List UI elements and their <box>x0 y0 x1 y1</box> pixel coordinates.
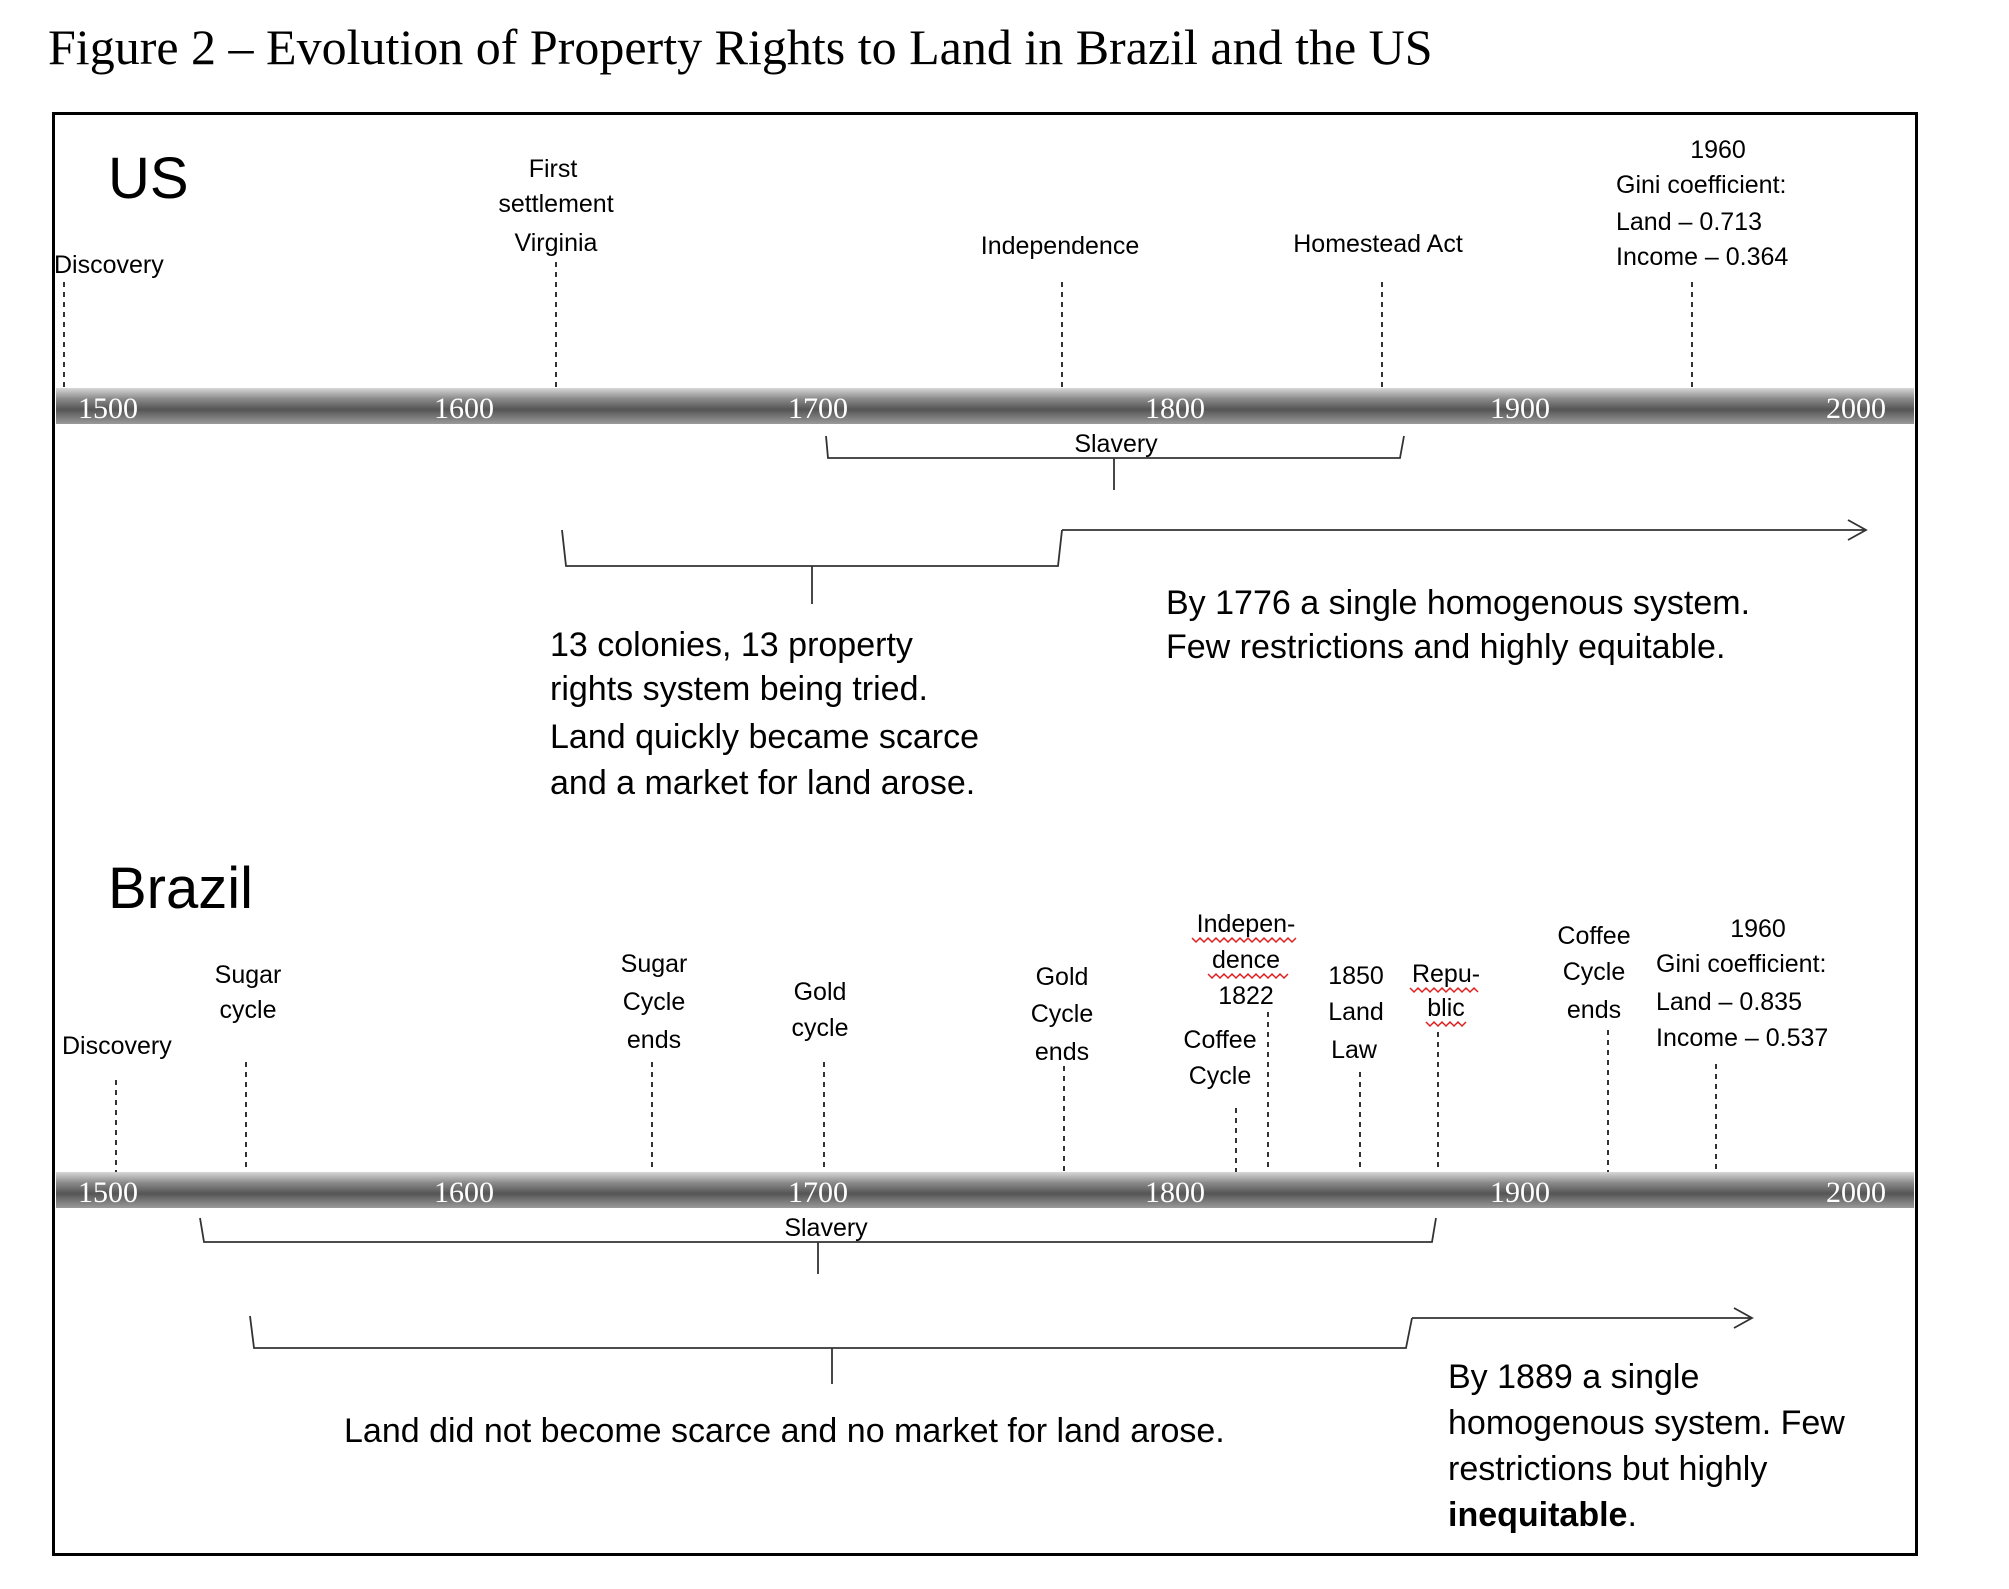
us-colonies-text <box>550 626 979 802</box>
svg-text:By 1889 a single: By 1889 a single <box>1448 1358 1700 1396</box>
svg-text:Cycle: Cycle <box>622 988 686 1016</box>
svg-text:Cycle: Cycle <box>1188 1062 1252 1090</box>
svg-text:Income – 0.364: Income – 0.364 <box>1616 243 1789 271</box>
us-colonies-brace <box>562 530 1062 604</box>
svg-text:Gold: Gold <box>793 978 847 1006</box>
brazil-system-text-bold: inequitable <box>1448 1496 1628 1534</box>
svg-text:Gold: Gold <box>1035 963 1089 991</box>
us-tick-1800: 1800 <box>1145 392 1205 425</box>
brazil-event-discovery <box>62 1032 172 1172</box>
svg-text:Indepen-: Indepen- <box>1196 910 1296 938</box>
brazil-tick-2000: 2000 <box>1826 1176 1886 1209</box>
svg-text:1850: 1850 <box>1328 962 1384 990</box>
svg-text:Income – 0.537: Income – 0.537 <box>1656 1024 1829 1052</box>
svg-text:Land – 0.835: Land – 0.835 <box>1656 988 1802 1016</box>
svg-text:1822: 1822 <box>1218 982 1274 1010</box>
us-event-discovery-label: Discovery <box>54 251 164 279</box>
brazil-tick-1700: 1700 <box>788 1176 848 1209</box>
brazil-event-republic <box>1410 960 1480 1172</box>
svg-text:1960: 1960 <box>1730 915 1786 943</box>
svg-text:ends: ends <box>1566 996 1622 1024</box>
svg-text:Virginia: Virginia <box>514 229 598 257</box>
us-system-text <box>1166 584 1750 666</box>
brazil-event-sugar-cycle-ends <box>621 950 688 1172</box>
svg-text:Homestead Act: Homestead Act <box>1293 230 1463 258</box>
brazil-slavery-label: Slavery <box>784 1214 868 1242</box>
brazil-market-text: Land did not become scarce and no market for land arose. <box>344 1412 1225 1450</box>
brazil-heading: Brazil <box>108 856 254 921</box>
svg-text:homogenous system. Few: homogenous system. Few <box>1448 1404 1845 1442</box>
svg-text:restrictions but highly: restrictions but highly <box>1448 1450 1768 1488</box>
us-slavery-label: Slavery <box>1074 430 1158 458</box>
brazil-event-land-law-1850 <box>1328 962 1384 1172</box>
brazil-tick-1500: 1500 <box>78 1176 138 1209</box>
svg-text:blic: blic <box>1427 994 1465 1022</box>
svg-text:Gini coefficient:: Gini coefficient: <box>1616 171 1787 199</box>
svg-text:Land – 0.713: Land – 0.713 <box>1616 208 1762 236</box>
svg-text:Land: Land <box>1328 998 1384 1026</box>
svg-text:Few restrictions and highly eq: Few restrictions and highly equitable. <box>1166 628 1726 666</box>
us-tick-2000: 2000 <box>1826 392 1886 425</box>
brazil-event-gini-1960 <box>1656 915 1828 1172</box>
svg-text:By 1776 a single homogenous sy: By 1776 a single homogenous system. <box>1166 584 1751 622</box>
svg-text:settlement: settlement <box>498 190 614 218</box>
brazil-tick-1900: 1900 <box>1490 1176 1550 1209</box>
us-event-independence <box>981 232 1139 388</box>
svg-text:1960: 1960 <box>1690 136 1746 164</box>
svg-text:Discovery: Discovery <box>62 1032 172 1060</box>
svg-text:dence: dence <box>1211 946 1281 974</box>
figure-title: Figure 2 – Evolution of Property Rights to Land in Brazil and the US <box>48 19 1433 75</box>
brazil-system-text <box>1448 1358 1845 1534</box>
us-tick-1500: 1500 <box>78 392 138 425</box>
svg-text:Cycle: Cycle <box>1562 958 1626 986</box>
us-tick-1600: 1600 <box>434 392 494 425</box>
us-slavery-bracket <box>826 430 1404 490</box>
us-timeline-bar <box>56 388 1914 424</box>
brazil-event-sugar-cycle <box>215 961 282 1172</box>
brazil-event-gold-cycle-ends <box>1031 963 1094 1172</box>
brazil-system-arrow <box>1412 1308 1752 1328</box>
brazil-timeline-bar <box>56 1172 1914 1208</box>
brazil-tick-1600: 1600 <box>434 1176 494 1209</box>
svg-text:ends: ends <box>1034 1038 1090 1066</box>
svg-text:Coffee: Coffee <box>1557 922 1631 950</box>
brazil-market-brace <box>250 1316 1412 1384</box>
brazil-event-coffee-cycle <box>1183 1026 1256 1172</box>
brazil-event-gold-cycle <box>792 978 849 1172</box>
us-tick-1900: 1900 <box>1490 392 1550 425</box>
brazil-slavery-bracket <box>200 1214 1436 1274</box>
svg-text:and a market for land arose.: and a market for land arose. <box>550 764 976 802</box>
svg-text:Sugar: Sugar <box>620 950 688 978</box>
svg-text:Independence: Independence <box>980 232 1140 260</box>
svg-text:Cycle: Cycle <box>1030 1000 1094 1028</box>
svg-text:ends: ends <box>626 1026 682 1054</box>
svg-text:Land quickly became scarce: Land quickly became scarce <box>550 718 980 756</box>
svg-text:Sugar: Sugar <box>214 961 282 989</box>
us-event-gini-1960 <box>1616 136 1788 388</box>
us-tick-1700: 1700 <box>788 392 848 425</box>
svg-text:Law: Law <box>1331 1036 1377 1064</box>
brazil-event-coffee-cycle-ends <box>1557 922 1630 1172</box>
us-system-arrow <box>1062 520 1866 540</box>
svg-text:Gini coefficient:: Gini coefficient: <box>1656 950 1827 978</box>
svg-text:cycle: cycle <box>791 1014 849 1042</box>
us-event-homestead-act <box>1293 230 1463 388</box>
svg-text:rights system being tried.: rights system being tried. <box>550 670 928 708</box>
svg-text:13 colonies, 13 property: 13 colonies, 13 property <box>550 626 913 664</box>
brazil-tick-1800: 1800 <box>1145 1176 1205 1209</box>
us-event-discovery <box>54 251 164 388</box>
us-event-first-settlement <box>498 155 613 388</box>
svg-text:Coffee: Coffee <box>1183 1026 1257 1054</box>
us-heading: US <box>108 146 189 211</box>
svg-text:inequitable.: inequitable. <box>1448 1496 1637 1534</box>
svg-text:Repu-: Repu- <box>1411 960 1481 988</box>
svg-text:cycle: cycle <box>219 996 277 1024</box>
svg-text:First: First <box>528 155 578 183</box>
